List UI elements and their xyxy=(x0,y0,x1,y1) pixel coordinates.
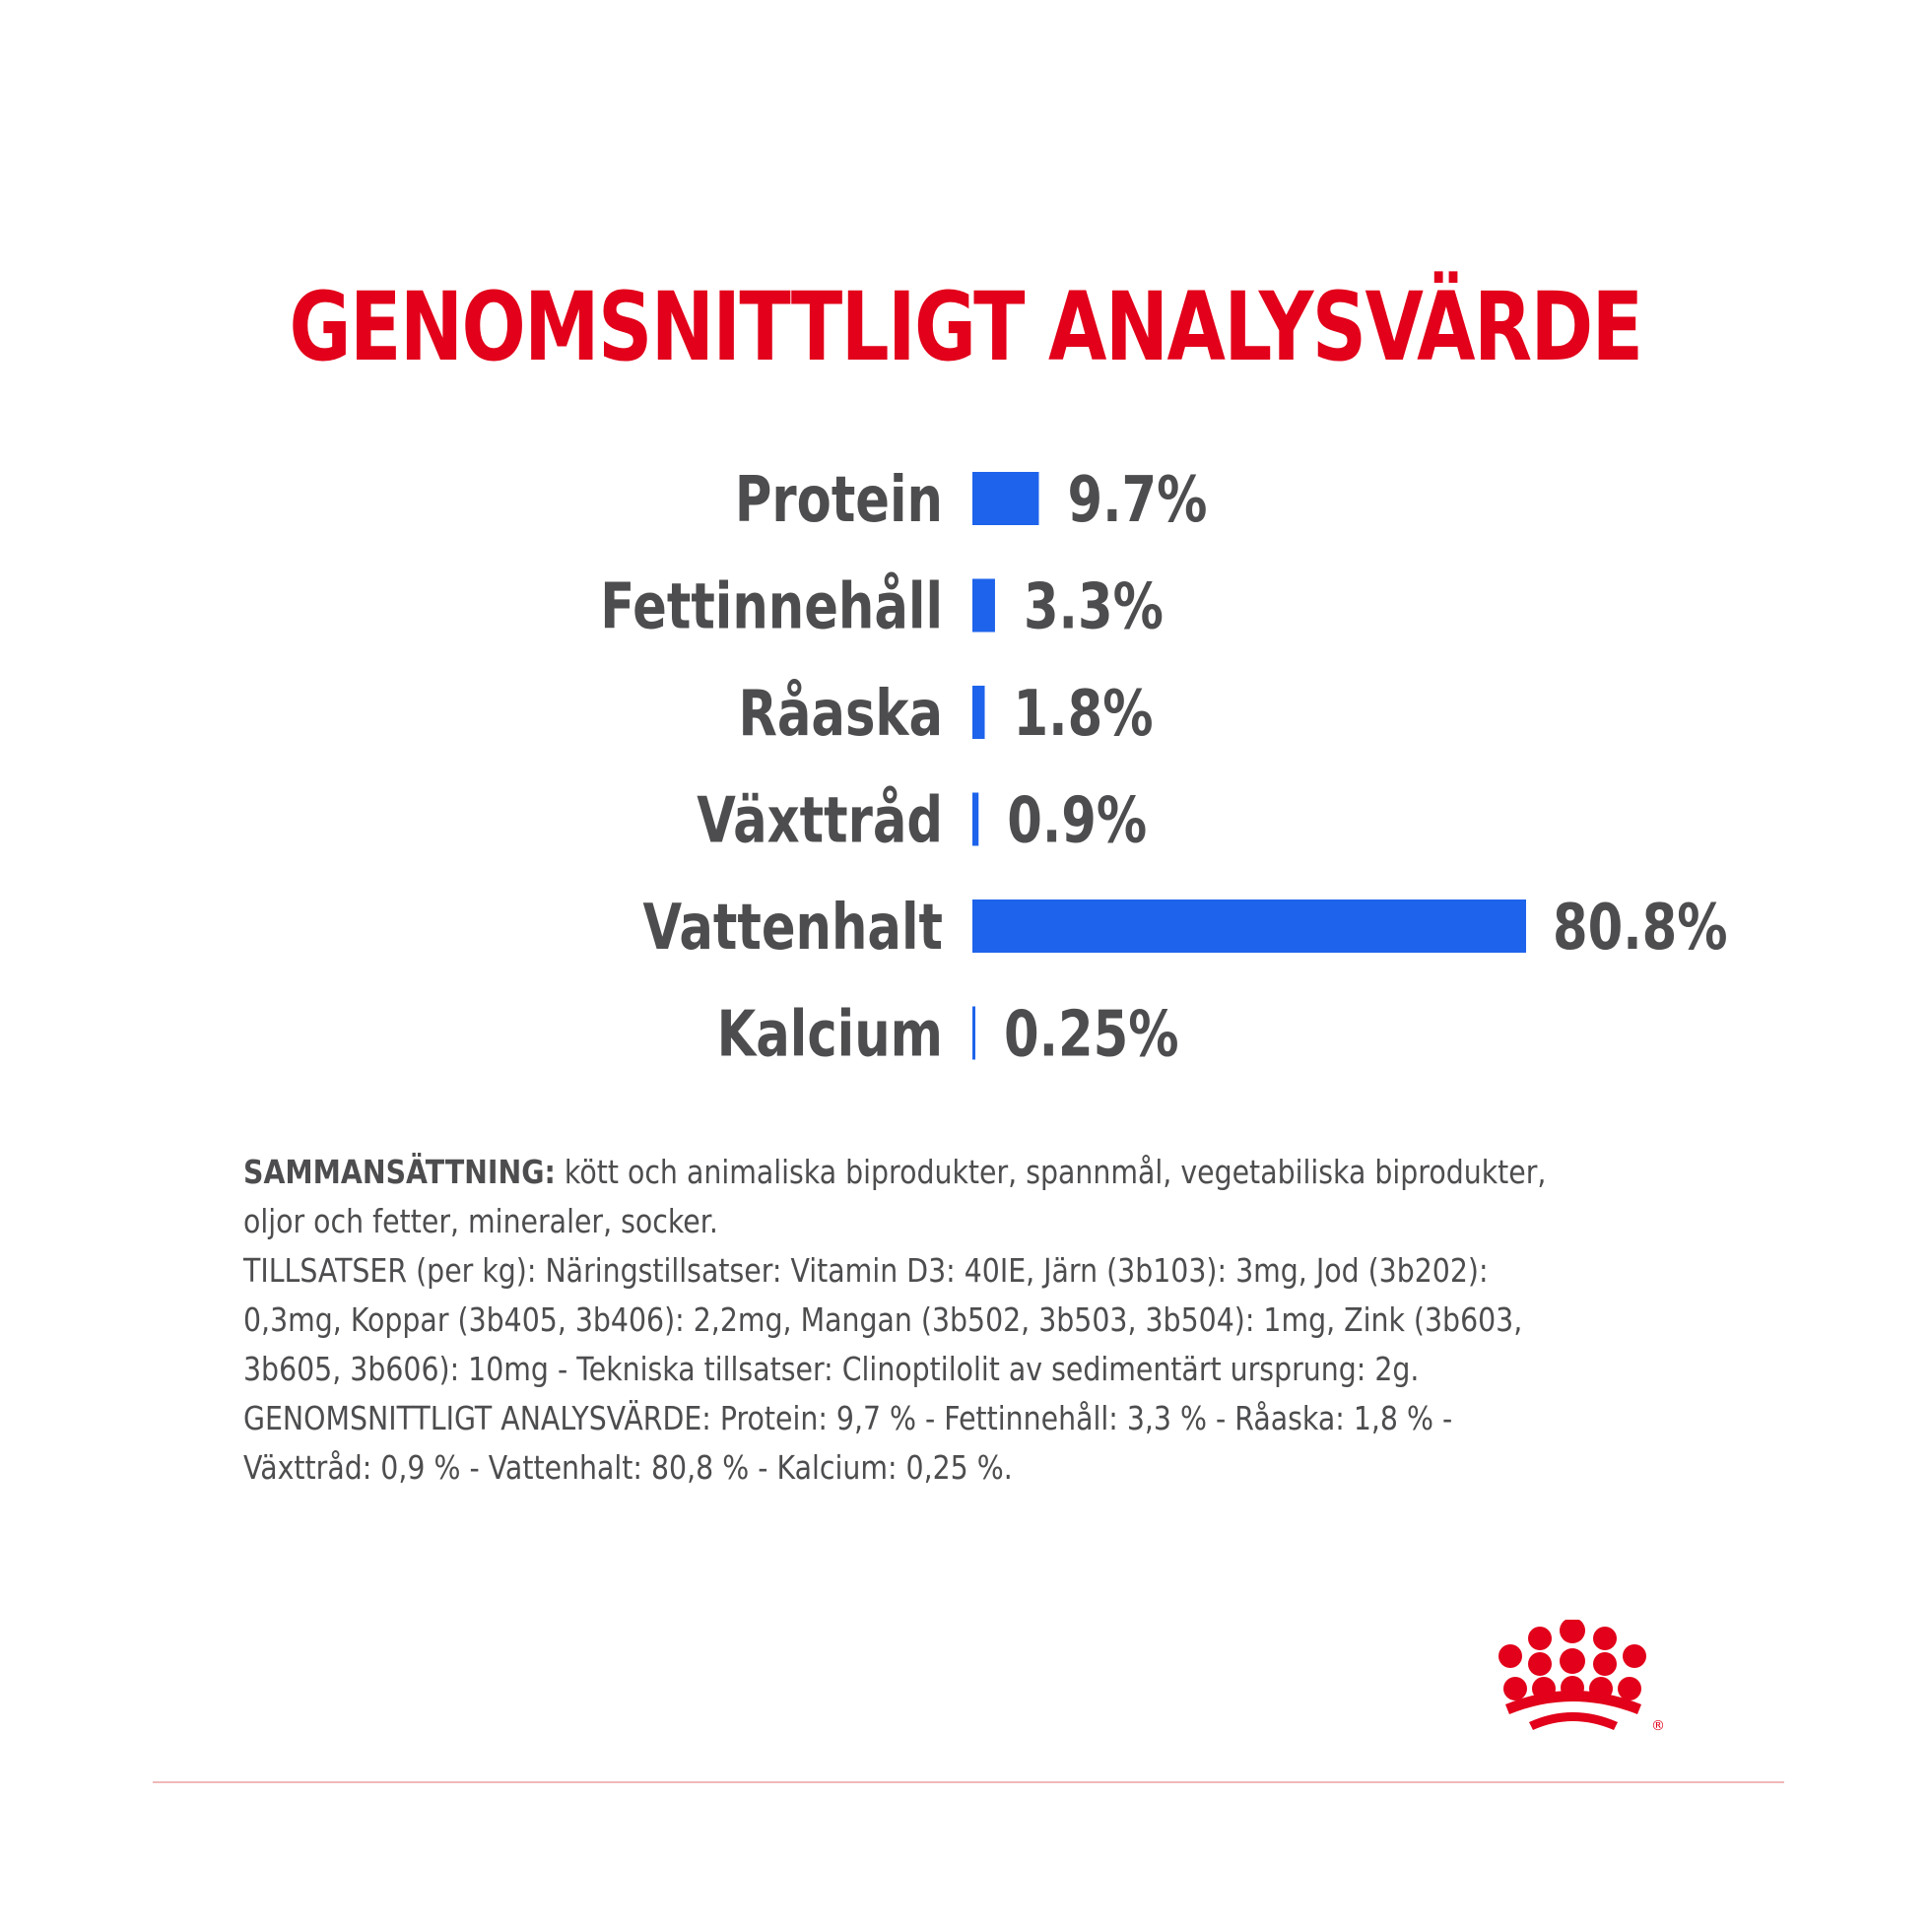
composition-text-run: kött och animaliska biprodukter, spannmål, vegetabiliska biprodukter, xyxy=(555,1153,1547,1191)
bar xyxy=(972,579,995,633)
chart-title: GENOMSNITTLIGT ANALYSVÄRDE xyxy=(289,272,1642,382)
category-label: Vattenhalt xyxy=(642,890,944,965)
bar xyxy=(972,686,985,739)
logo-dot xyxy=(1623,1644,1646,1668)
category-label: Växttråd xyxy=(697,782,944,857)
logo-arc xyxy=(1529,1712,1618,1730)
composition-line xyxy=(243,1148,1547,1197)
value-label: 0.9% xyxy=(1007,782,1148,857)
bar xyxy=(972,1007,975,1060)
logo-dot xyxy=(1528,1627,1552,1650)
bar xyxy=(972,793,978,846)
composition-heading: SAMMANSÄTTNING: xyxy=(243,1153,556,1191)
value-label: 80.8% xyxy=(1553,890,1728,965)
composition-line xyxy=(243,1296,1531,1345)
composition-text xyxy=(243,1148,1741,1493)
logo-dot xyxy=(1593,1652,1617,1676)
composition-line xyxy=(243,1246,1531,1296)
logo-dot xyxy=(1528,1652,1552,1676)
value-label: 0.25% xyxy=(1004,996,1179,1071)
value-label: 3.3% xyxy=(1023,568,1164,643)
category-label: Fettinnehåll xyxy=(600,568,944,643)
value-label: 9.7% xyxy=(1067,462,1208,537)
composition-text-run: oljor och fetter, mineraler, socker. xyxy=(243,1202,718,1240)
logo-dot xyxy=(1618,1677,1641,1700)
category-label: Kalcium xyxy=(716,996,944,1071)
logo-dot xyxy=(1560,1648,1585,1674)
category-label: Protein xyxy=(734,462,944,537)
composition-line xyxy=(243,1443,1531,1493)
registered-mark: ® xyxy=(1651,1718,1665,1734)
logo-dot xyxy=(1503,1677,1527,1700)
divider xyxy=(153,1781,1784,1783)
logo-dot xyxy=(1593,1627,1617,1650)
logo-dot xyxy=(1560,1620,1585,1643)
composition-text-run: 3b605, 3b606): 10mg - Tekniska tillsatser: Clinoptilolit av sedimentärt ursprung: 2g. xyxy=(243,1350,1420,1388)
composition-text-run: 0,3mg, Koppar (3b405, 3b406): 2,2mg, Mangan (3b502, 3b503, 3b504): 1mg, Zink (3b603, xyxy=(243,1300,1523,1339)
composition-text-run: Växttråd: 0,9 % - Vattenhalt: 80,8 % - Kalcium: 0,25 %. xyxy=(243,1448,1013,1487)
value-label: 1.8% xyxy=(1013,676,1154,751)
composition-line xyxy=(243,1345,1531,1394)
composition-line xyxy=(243,1197,1531,1246)
category-label: Råaska xyxy=(738,676,944,751)
logo-dot xyxy=(1498,1644,1522,1668)
composition-text-run: GENOMSNITTLIGT ANALYSVÄRDE: Protein: 9,7 % - Fettinnehåll: 3,3 % - Råaska: 1,8 % - xyxy=(243,1399,1453,1437)
composition-line xyxy=(243,1394,1531,1443)
bar xyxy=(972,472,1038,525)
crown-logo xyxy=(1494,1620,1710,1748)
bar xyxy=(972,899,1526,953)
composition-text-run: TILLSATSER (per kg): Näringstillsatser: Vitamin D3: 40IE, Järn (3b103): 3mg, Jod (3b202): xyxy=(243,1251,1489,1290)
